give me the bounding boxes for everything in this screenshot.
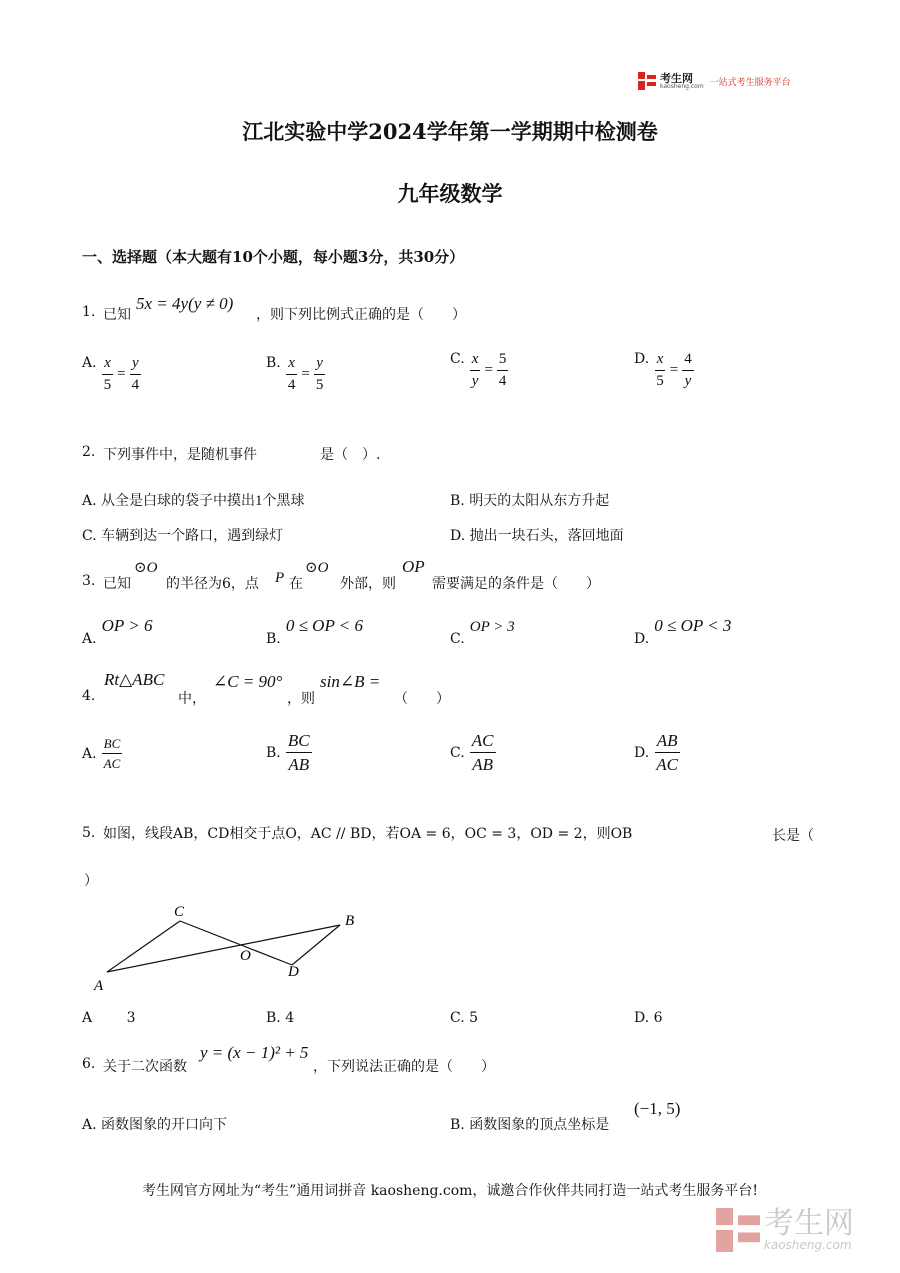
frac-num: AC (470, 732, 496, 753)
q6-number: 6. (82, 1056, 96, 1072)
q3-number: 3. (82, 573, 96, 589)
q3-point-p: P (275, 570, 285, 586)
option-label: A. (82, 631, 97, 647)
frac-den: y (684, 373, 692, 389)
q1-number: 1. (82, 304, 96, 320)
q4-option-b[interactable] (266, 732, 312, 773)
q1-pre: 已知 (103, 307, 131, 323)
segment-bd (292, 925, 340, 965)
frac-num: x (102, 356, 113, 375)
q5-text: 如图，线段AB，CD相交于点O，AC // BD，若OA = 6，OC = 3，OD = 2，则OB (103, 826, 633, 842)
option-text: 从全是白球的袋子中摸出 (101, 493, 256, 509)
option-label: B. (266, 631, 281, 647)
q4-text-3: （ ） (394, 691, 450, 707)
q5-post: 长是（ (772, 828, 814, 844)
q4-number: 4. (82, 688, 96, 704)
frac-den: 5 (656, 373, 664, 389)
q4-option-d[interactable] (634, 732, 680, 773)
q4-option-c[interactable] (450, 732, 496, 773)
frac-num: x (470, 352, 481, 371)
brand-domain: kaosheng.com (660, 82, 704, 90)
frac-den: AC (103, 756, 121, 771)
segment-cd (180, 921, 292, 965)
option-label: C. (450, 1010, 465, 1026)
frac-den: AB (472, 755, 494, 774)
q3-text-4: 外部，则 (340, 576, 396, 592)
q3-text-3: 在 (289, 576, 303, 592)
frac-num: y (130, 356, 141, 375)
option-expr: 0 ≤ OP < 3 (654, 616, 732, 635)
q3-option-c[interactable] (450, 616, 515, 647)
fig-label-c: C (174, 904, 185, 920)
frac-den: AB (288, 755, 310, 774)
segment-ab (107, 925, 340, 972)
q6-pre: 关于二次函数 (103, 1059, 187, 1075)
option-expr: OP > 6 (101, 616, 153, 635)
q5-option-c[interactable] (450, 1010, 478, 1026)
q5-option-b[interactable] (266, 1010, 294, 1026)
option-label: B. (450, 493, 465, 509)
frac-den: 5 (315, 377, 324, 393)
frac-num: x (286, 356, 297, 375)
q3-option-b[interactable] (266, 616, 363, 647)
option-label: C. (82, 528, 97, 544)
option-label: C. (450, 351, 465, 367)
option-label: A. (82, 355, 97, 371)
option-text: 3 (126, 1010, 136, 1026)
q1-option-b[interactable]: B. $\frac{x}{4}$ = $\frac{y}{5}$ (266, 355, 324, 393)
frac-num: AB (655, 732, 680, 753)
q1-option-c[interactable]: C. $\frac{x}{y}$ = $\frac{5}{4}$ (450, 351, 507, 389)
option-text: 5 (469, 1010, 479, 1026)
q3-text-1: 已知 (103, 576, 131, 592)
q4-text-2: ，则 (287, 691, 315, 707)
q3-option-d[interactable] (634, 616, 732, 647)
q6-vertex-expr: (−1, 5) (634, 1099, 681, 1118)
frac-den: 5 (103, 377, 112, 393)
option-text: 抛出一块石头，落回地面 (469, 528, 624, 544)
frac-num: y (314, 356, 325, 375)
q3-text-2: 的半径为6，点 (166, 576, 259, 592)
q5-option-a[interactable] (82, 1010, 136, 1026)
option-label: C. (450, 631, 465, 647)
frac-den: AC (656, 755, 679, 774)
fig-label-a: A (94, 978, 104, 994)
q2-number: 2. (82, 444, 96, 460)
frac-num: BC (102, 737, 123, 754)
q1-option-a[interactable]: A. $\frac{x}{5}$ = $\frac{y}{4}$ (82, 355, 140, 393)
brand-name: 考生网 (660, 71, 693, 85)
kaosheng-logo-icon (638, 72, 656, 90)
q4-expr-1: Rt△ABC (104, 670, 165, 689)
exam-subtitle: 九年级数学 (397, 181, 503, 206)
option-text: 6 (653, 1010, 663, 1026)
option-label: B. (266, 745, 281, 761)
watermark (716, 1208, 854, 1252)
q2-option-c[interactable] (82, 525, 283, 545)
q6-option-b[interactable] (450, 1114, 609, 1134)
option-label: A. (82, 1117, 97, 1133)
fig-label-b: B (345, 913, 355, 929)
option-text-tail: 个黑球 (262, 493, 305, 509)
frac-num: 4 (682, 352, 694, 371)
option-label: C. (450, 745, 465, 761)
frac-num: BC (286, 732, 312, 753)
q5-number: 5. (82, 825, 96, 841)
q2-post: 是（ ）. (320, 447, 381, 463)
q4-option-a[interactable] (82, 737, 122, 770)
watermark-domain: kaosheng.com (764, 1238, 852, 1252)
q2-option-d[interactable] (450, 525, 624, 545)
q4-expr-2: ∠C = 90° (213, 672, 283, 691)
q2-text: 下列事件中，是随机事件 (103, 447, 257, 463)
q6-function: y = (x − 1)² + 5 (200, 1043, 309, 1062)
frac-den: 4 (131, 377, 140, 393)
fig-label-o: O (240, 948, 251, 964)
section-heading: 一、选择题（本大题有10个小题，每小题3分，共30分） (82, 248, 465, 266)
q3-option-a[interactable] (82, 616, 153, 647)
q3-circle-o: ⊙O (134, 560, 158, 576)
brand-logo (638, 72, 791, 90)
option-label: D. (634, 745, 650, 761)
q5-option-d[interactable] (634, 1010, 663, 1026)
frac-num: 5 (497, 352, 509, 371)
q6-post: ，下列说法正确的是（ ） (313, 1059, 495, 1075)
option-expr: 0 ≤ OP < 6 (285, 616, 363, 635)
brand-slogan: 一站式考生服务平台 (709, 77, 791, 88)
option-label: A. (82, 746, 97, 762)
q5-figure (90, 898, 380, 998)
q5-close-paren: ） (84, 873, 98, 889)
option-label: A. (82, 493, 97, 509)
q4-expr-3: sin∠B = (320, 672, 381, 691)
option-text: 函数图象的开口向下 (101, 1117, 228, 1133)
q1-post: ，则下列比例式正确的是（ ） (256, 307, 466, 323)
frac-den: 4 (287, 377, 296, 393)
footer-text: 考生网官方网址为“考生”通用词拼音 kaosheng.com，诚邀合作伙伴共同打造一站式考生服务平台! (141, 1183, 759, 1199)
option-expr: OP > 3 (469, 619, 515, 635)
q1-equation: 5x = 4y(y ≠ 0) (136, 294, 234, 313)
fig-label-d: D (288, 964, 299, 980)
exam-title: 江北实验中学2024学年第一学期期中检测卷 (242, 119, 658, 144)
option-label: B. (450, 1117, 465, 1133)
option-text: 4 (285, 1010, 295, 1026)
option-label: D. (450, 528, 466, 544)
option-text: 车辆到达一个路口，遇到绿灯 (101, 528, 284, 544)
q4-text-1: 中， (178, 691, 206, 707)
option-label: D. (634, 1010, 650, 1026)
option-label: B. (266, 1010, 281, 1026)
option-label: D. (634, 631, 650, 647)
option-label: D. (634, 351, 650, 367)
q1-option-d[interactable]: D. $\frac{x}{5}$ = $\frac{4}{y}$ (634, 351, 692, 389)
frac-num: x (655, 352, 666, 371)
kaosheng-watermark-icon (716, 1208, 760, 1252)
q3-text-5: 需要满足的条件是（ ） (432, 576, 600, 592)
option-text: 函数图象的顶点坐标是 (469, 1117, 610, 1133)
option-text: 明天的太阳从东方升起 (469, 493, 610, 509)
frac-den: y (471, 373, 479, 389)
option-label: B. (266, 355, 281, 371)
q2-option-a[interactable] (82, 490, 305, 510)
option-number: 1 (255, 493, 263, 509)
q6-option-a[interactable] (82, 1114, 227, 1134)
option-label: A (82, 1010, 93, 1026)
q2-option-b[interactable] (450, 490, 609, 510)
frac-den: 4 (498, 373, 507, 389)
q3-circle-o-2: ⊙O (305, 560, 329, 576)
watermark-name: 考生网 (764, 1206, 854, 1241)
q3-op: OP (402, 557, 425, 576)
